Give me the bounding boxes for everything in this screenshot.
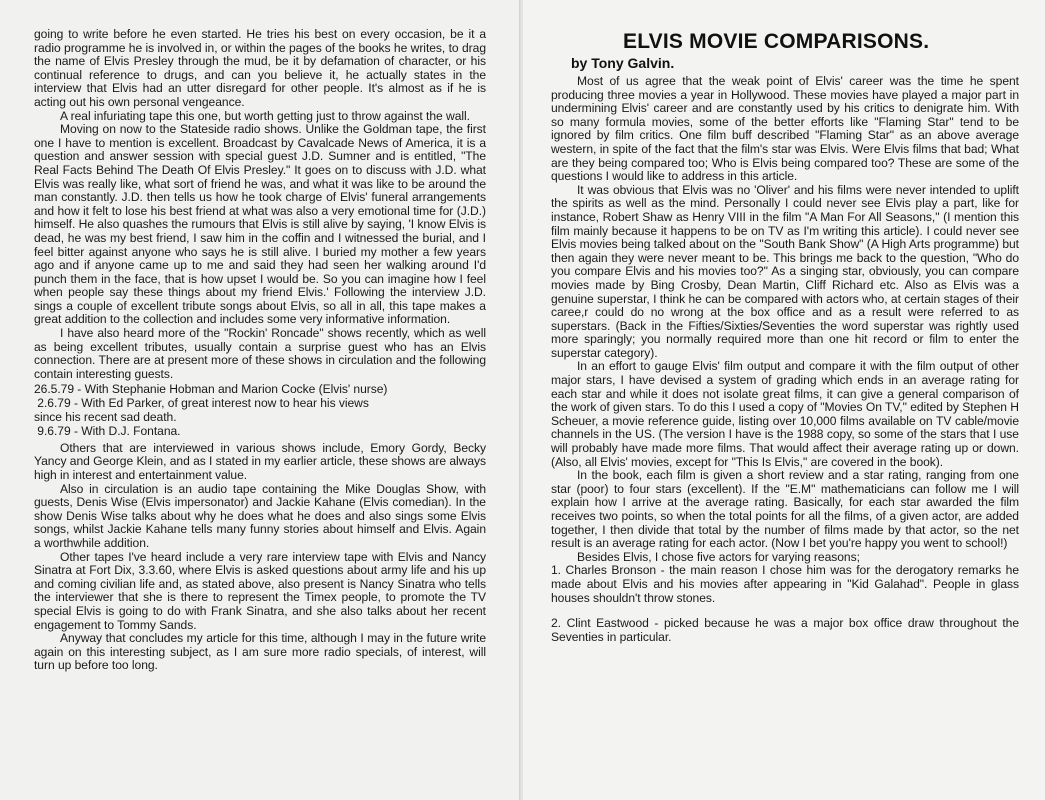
- left-paragraph: Anyway that concludes my article for this time, although I may in the future write again on this interesting subject, as I am sure more radio specials, of interest, will turn up before too long.: [34, 631, 486, 673]
- article-byline: by Tony Galvin.: [571, 55, 675, 71]
- right-paragraph: In an effort to gauge Elvis' film output and compare it with the film output of other major stars, I have devised a system of grading which ends in an average rating for each star and while it does not isolate great films, it can give a general comparison of the work of given stars. To do this I used a copy of "Movies On TV," edited by Stephen H Scheuer, a movie reference guide, listing over 10,000 films available on TV cable/movie channels in the US. (The version I have is the 1988 copy, so some of the stars that I use will probably have made more films. That would affect their average rating up or down. (Also, all Elvis' movies, except for "This Is Elvis," are covered in the book).: [551, 359, 1019, 469]
- date-entry: 2.6.79 - With Ed Parker, of great interest now to hear his views: [34, 396, 369, 411]
- actor-list: [551, 564, 1019, 644]
- left-paragraph: Moving on now to the Stateside radio shows. Unlike the Goldman tape, the first one I have to mention is excellent. Broadcast by Cavalcade News of America, it is a question and answer session with special guest J.D. Sumner and is entitled, "The Real Facts Behind The Death Of Elvis Presley." It goes on to discuss with J.D. what Elvis was really like, what sort of friend he was, and what it was like to be around the man constantly. J.D. then tells us how he took charge of Elvis' funeral arrangements and how it felt to lose his best friend at what was also a very emotional time for (J.D.) himself. He also quashes the rumours that Elvis is still alive by saying, 'I know Elvis is dead, he was my best friend, I saw him in the coffin and I witnessed the burial, and I feel bitter against anyone who says he is still alive. I buried my mother a few years ago and if anyone came up to me and said they had seen her walking around I'd punch them in the face, that is how upset I would be. So you can imagine how I feel when people say these things about my friend Elvis.' Following the interview J.D. sings a couple of excellent tribute songs about Elvis, so all in all, this tape makes a great addition to the collection and includes some very informative information.: [34, 122, 486, 327]
- left-paragraph: Also in circulation is an audio tape containing the Mike Douglas Show, with guests, Denis Wise (Elvis impersonator) and Jackie Kahane (Elvis comedian). In the show Denis Wise talks about why he does what he does and also sings some Elvis songs, whilst Jackie Kahane tells many funny stories about himself and Elvis. Again a worthwhile addition.: [34, 481, 486, 550]
- left-paragraph: A real infuriating tape this one, but worth getting just to throw against the wall.: [60, 108, 470, 123]
- right-article-column: [551, 75, 1019, 644]
- left-paragraph: I have also heard more of the "Rockin' Roncade" shows recently, which as well as being excellent tributes, usually contain a surprise guest who has an Elvis connection. There are at present more of these shows in circulation and the following contain interesting guests.: [34, 326, 486, 381]
- right-paragraph: Besides Elvis, I chose five actors for varying reasons;: [577, 549, 860, 564]
- broadcast-date-list: [34, 383, 486, 438]
- bleed-through-text: [60, 742, 460, 756]
- right-paragraph: It was obvious that Elvis was no 'Oliver' and his films were never intended to uplift the spirits as well as the mind. Personally I could never see Elvis play a part, like for instance, Robert Shaw as Henry VIII in the film "A Man For All Seasons," (I mention this film mainly because it happens to be on TV as I'm writing this article). I could never see Elvis movies being talked about on the "South Bank Show" (A High Arts programme) but then again they were never meant to be. This brings me back to the question, "Who do you compare Elvis and his movies too?" As a singing star, obviously, you can compare movies made by Bing Crosby, Dean Martin, Cliff Richard etc. Also as Elvis was a genuine superstar, I think he can be compared with actors who, at certain stages of their caree,r could do no wrong at the box office and as a result were referred to as superstars. (Back in the Fifties/Sixties/Seventies the word superstar was rightly used more sparingly; you normally required more than one hit record or film to enter the superstar category).: [551, 182, 1019, 360]
- right-paragraph: In the book, each film is given a short review and a star rating, ranging from one star (poor) to four stars (excellent). If the "E.M" mathematicians can follow me I will explain how I arrive at the average rating. Basically, for each star awarded the film receives two points, so when the total points for all the films, of a given actor, are added together, I then divide that total by the number of films made by that actor, so the net result is an average rating for each actor. (Now I bet you're happy you went to school!): [551, 468, 1019, 551]
- left-paragraph: going to write before he even started. He tries his best on every occasion, be it a radio programme he is involved in, or within the pages of the books he writes, to drag the name of Elvis Presley through the mud, be it by defamation of character, or his continual reference to drugs, and can you believe it, he actually states in the interview that Elvis had an utter disregard for other people. It's almost as if he is acting out his own personal vengeance.: [34, 27, 486, 109]
- right-paragraph: Most of us agree that the weak point of Elvis' career was the time he spent producing three movies a year in Hollywood. These movies have played a major part in undermining Elvis' career and are constantly used by his critics to denigrate him. With so many formula movies, some of the better efforts like "Flaming Star" tend to be ignored by film critics. One film buff described "Flaming Star" as an above average western, in spite of the fact that the film's star was Elvis. Were Elvis films that bad; What are they being compared too; Who is Elvis being compared too? These are some of the questions I would like to address in this article.: [551, 74, 1019, 184]
- date-entry: since his recent sad death.: [34, 409, 177, 424]
- left-article-column: [34, 28, 486, 673]
- actor-list-item: 2. Clint Eastwood - picked because he was a major box office draw throughout the Seventies in particular.: [551, 616, 1019, 644]
- date-entry: 9.6.79 - With D.J. Fontana.: [34, 424, 181, 439]
- article-title: ELVIS MOVIE COMPARISONS.: [623, 30, 930, 53]
- left-page: [0, 0, 521, 800]
- left-paragraph: Others that are interviewed in various shows include, Emory Gordy, Becky Yancy and George Klein, and as I stated in my earlier article, these shows are always high in interest and entertainment value.: [34, 440, 486, 482]
- date-entry: 26.5.79 - With Stephanie Hobman and Marion Cocke (Elvis' nurse): [34, 382, 388, 397]
- left-paragraph: Other tapes I've heard include a very rare interview tape with Elvis and Nancy Sinatra at Fort Dix, 3.3.60, where Elvis is asked questions about army life and his up and coming civilian life and, as stated above, also present is Nancy Sinatra who tells the interviewer that she is there to represent the Timex people, to promote the TV special Elvis is going to do with Frank Sinatra, and she also talks about her recent engagement to Tommy Sands.: [34, 549, 486, 632]
- right-page: [523, 0, 1045, 800]
- actor-list-item: 1. Charles Bronson - the main reason I chose him was for the derogatory remarks he made about Elvis and his movies after appearing in "Kid Galahad". People in glass houses shouldn't throw stones.: [551, 563, 1019, 605]
